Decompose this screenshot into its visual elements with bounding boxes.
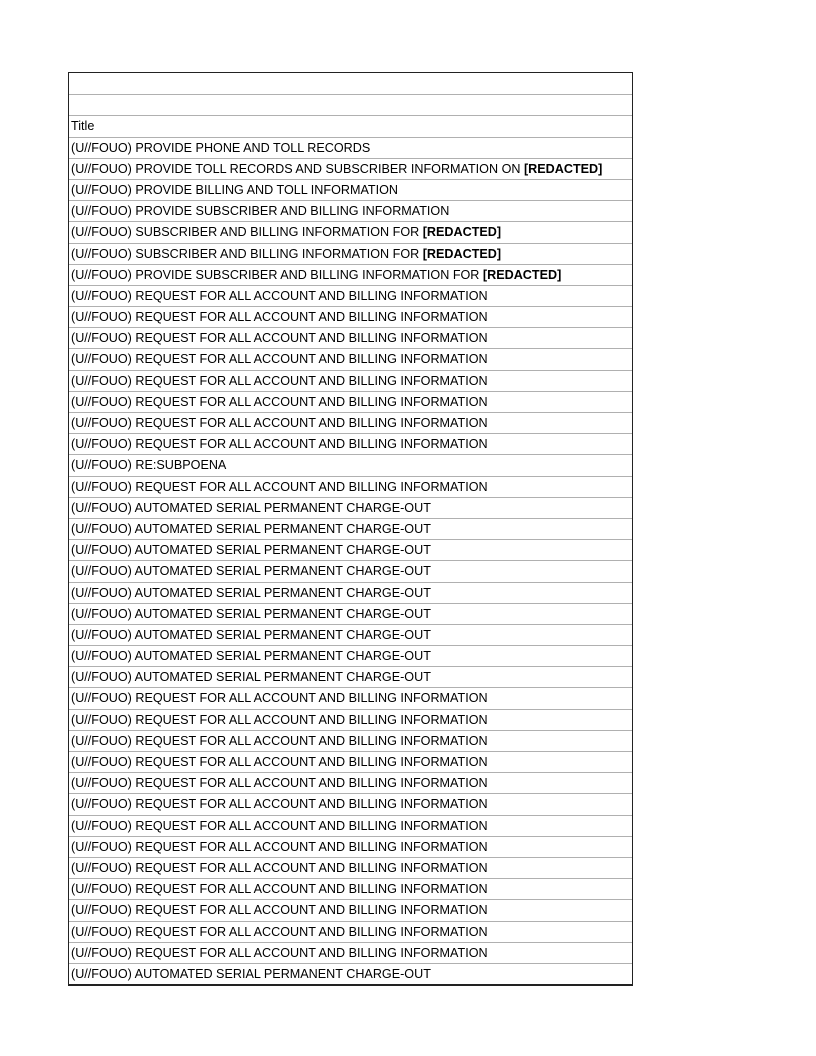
row-title: (U//FOUO) RE:SUBPOENA: [71, 458, 227, 473]
redacted-marker: [REDACTED]: [523, 161, 603, 176]
table-row: [69, 772, 632, 793]
row-title: (U//FOUO) AUTOMATED SERIAL PERMANENT CHARGE-OUT: [71, 627, 431, 642]
row-title: (U//FOUO) AUTOMATED SERIAL PERMANENT CHARGE-OUT: [71, 649, 431, 664]
row-title: (U//FOUO) REQUEST FOR ALL ACCOUNT AND BILLING INFORMATION: [71, 776, 488, 791]
table-row: [69, 836, 632, 857]
row-title: (U//FOUO) REQUEST FOR ALL ACCOUNT AND BILLING INFORMATION: [71, 416, 488, 430]
row-title: (U//FOUO) AUTOMATED SERIAL PERMANENT CHARGE-OUT: [71, 521, 431, 536]
table-row: [69, 815, 632, 836]
table-row: [69, 327, 632, 348]
records-table: [68, 72, 633, 986]
table-row: [69, 497, 632, 518]
row-title: (U//FOUO) REQUEST FOR ALL ACCOUNT AND BILLING INFORMATION: [71, 797, 488, 812]
row-title: (U//FOUO) AUTOMATED SERIAL PERMANENT CHARGE-OUT: [71, 606, 431, 621]
table-row: [69, 582, 632, 603]
row-title: (U//FOUO) REQUEST FOR ALL ACCOUNT AND BILLING INFORMATION: [71, 882, 488, 897]
table-row: [69, 899, 632, 920]
row-title: (U//FOUO) REQUEST FOR ALL ACCOUNT AND BILLING INFORMATION: [71, 839, 488, 854]
table-row: [69, 476, 632, 497]
table-row: [69, 645, 632, 666]
row-title: (U//FOUO) SUBSCRIBER AND BILLING INFORMATION FOR: [71, 246, 423, 261]
table-row: [69, 878, 632, 899]
table-row: [69, 730, 632, 751]
row-title: (U//FOUO) AUTOMATED SERIAL PERMANENT CHARGE-OUT: [71, 564, 431, 579]
row-title: (U//FOUO) REQUEST FOR ALL ACCOUNT AND BILLING INFORMATION: [71, 945, 488, 960]
table-row: [69, 243, 632, 264]
redacted-marker: [REDACTED]: [422, 246, 502, 261]
table-row: [69, 285, 632, 306]
row-title: (U//FOUO) REQUEST FOR ALL ACCOUNT AND BILLING INFORMATION: [71, 352, 488, 367]
table-row: [69, 666, 632, 687]
blank-row: [69, 73, 632, 94]
table-row: [69, 348, 632, 369]
row-title: (U//FOUO) REQUEST FOR ALL ACCOUNT AND BILLING INFORMATION: [71, 755, 488, 769]
table-row: [69, 921, 632, 942]
blank-row: [69, 94, 632, 115]
table-row: [69, 539, 632, 560]
table-row: [69, 433, 632, 454]
row-title: (U//FOUO) PROVIDE SUBSCRIBER AND BILLING INFORMATION FOR: [71, 267, 483, 282]
table-row: [69, 603, 632, 624]
row-title: (U//FOUO) SUBSCRIBER AND BILLING INFORMATION FOR: [71, 225, 423, 240]
table-row: [69, 391, 632, 412]
row-title: (U//FOUO) PROVIDE SUBSCRIBER AND BILLING INFORMATION: [71, 204, 450, 219]
table-row: [69, 518, 632, 539]
row-title: (U//FOUO) PROVIDE PHONE AND TOLL RECORDS: [71, 140, 371, 155]
row-title: (U//FOUO) REQUEST FOR ALL ACCOUNT AND BILLING INFORMATION: [71, 903, 488, 918]
row-title: (U//FOUO) AUTOMATED SERIAL PERMANENT CHARGE-OUT: [71, 500, 431, 515]
row-title: (U//FOUO) REQUEST FOR ALL ACCOUNT AND BILLING INFORMATION: [71, 437, 488, 452]
table-row: [69, 200, 632, 221]
table-row: [69, 857, 632, 878]
table-row: [69, 624, 632, 645]
row-title: (U//FOUO) AUTOMATED SERIAL PERMANENT CHARGE-OUT: [71, 543, 431, 558]
table-row: [69, 221, 632, 242]
row-title: (U//FOUO) AUTOMATED SERIAL PERMANENT CHARGE-OUT: [71, 966, 431, 981]
table-row: [69, 158, 632, 179]
row-title: (U//FOUO) REQUEST FOR ALL ACCOUNT AND BILLING INFORMATION: [71, 373, 488, 388]
row-title: (U//FOUO) REQUEST FOR ALL ACCOUNT AND BILLING INFORMATION: [71, 479, 488, 494]
table-row: [69, 963, 632, 984]
table-row: [69, 306, 632, 327]
row-title: (U//FOUO) PROVIDE TOLL RECORDS AND SUBSCRIBER INFORMATION ON: [71, 161, 524, 176]
table-row: [69, 793, 632, 814]
table-row: [69, 412, 632, 433]
row-title: (U//FOUO) REQUEST FOR ALL ACCOUNT AND BILLING INFORMATION: [71, 310, 488, 325]
table-row: [69, 560, 632, 581]
table-row: [69, 687, 632, 708]
table-row: [69, 137, 632, 158]
column-header-title: Title: [69, 115, 632, 136]
row-title: (U//FOUO) REQUEST FOR ALL ACCOUNT AND BILLING INFORMATION: [71, 733, 488, 748]
row-title: (U//FOUO) REQUEST FOR ALL ACCOUNT AND BILLING INFORMATION: [71, 818, 488, 833]
row-title: (U//FOUO) REQUEST FOR ALL ACCOUNT AND BILLING INFORMATION: [71, 924, 488, 939]
row-title: (U//FOUO) REQUEST FOR ALL ACCOUNT AND BILLING INFORMATION: [71, 394, 488, 409]
row-title: (U//FOUO) AUTOMATED SERIAL PERMANENT CHARGE-OUT: [71, 670, 431, 685]
row-title: (U//FOUO) REQUEST FOR ALL ACCOUNT AND BILLING INFORMATION: [71, 860, 488, 875]
row-title: (U//FOUO) PROVIDE BILLING AND TOLL INFORMATION: [71, 182, 399, 197]
redacted-marker: [REDACTED]: [422, 225, 502, 240]
row-title: (U//FOUO) AUTOMATED SERIAL PERMANENT CHARGE-OUT: [71, 585, 431, 600]
row-title: (U//FOUO) REQUEST FOR ALL ACCOUNT AND BILLING INFORMATION: [71, 712, 488, 727]
row-title: (U//FOUO) REQUEST FOR ALL ACCOUNT AND BILLING INFORMATION: [71, 331, 488, 346]
table-row: [69, 370, 632, 391]
table-row: [69, 179, 632, 200]
table-row: [69, 942, 632, 963]
table-row: [69, 709, 632, 730]
redacted-marker: [REDACTED]: [482, 267, 562, 282]
row-title: (U//FOUO) REQUEST FOR ALL ACCOUNT AND BILLING INFORMATION: [71, 288, 488, 303]
table-row: [69, 264, 632, 285]
table-row: [69, 454, 632, 475]
table-row: [69, 751, 632, 772]
row-title: (U//FOUO) REQUEST FOR ALL ACCOUNT AND BILLING INFORMATION: [71, 691, 488, 706]
